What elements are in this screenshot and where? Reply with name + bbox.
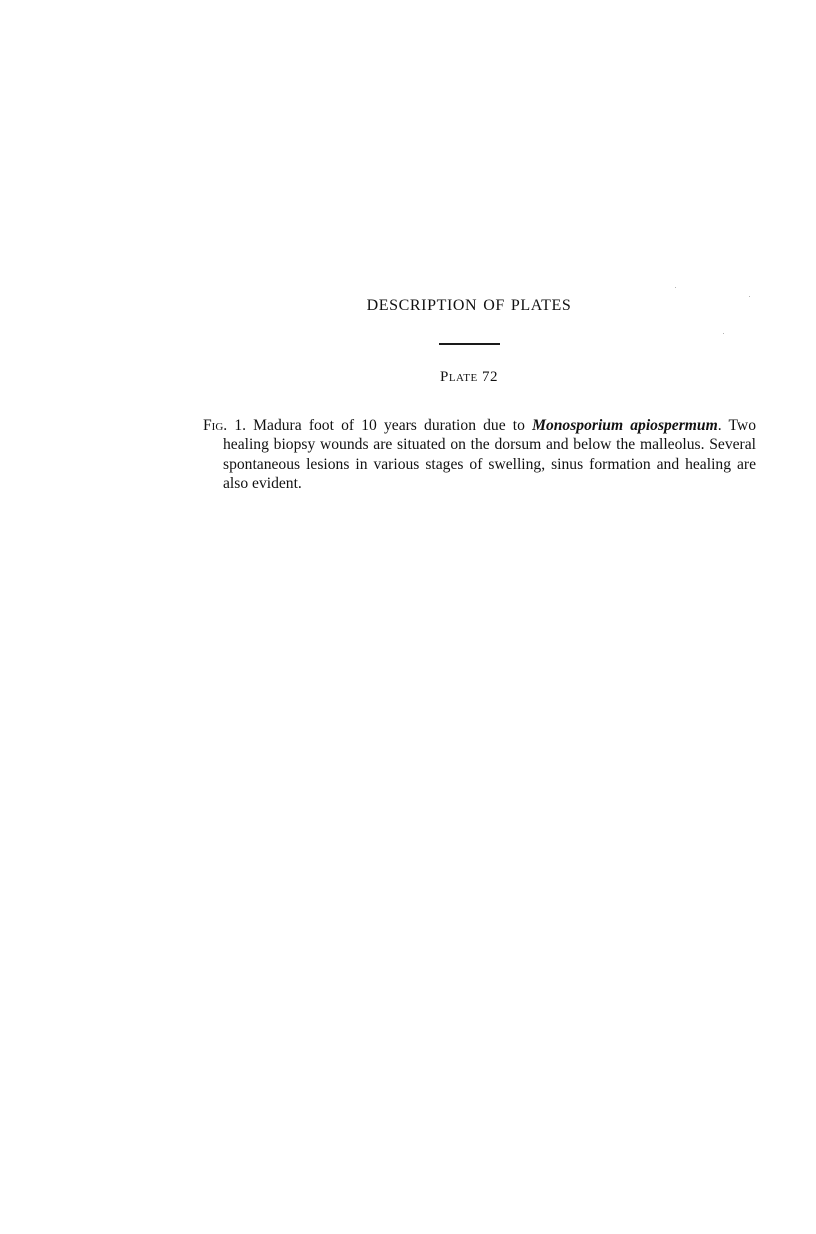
scan-speck bbox=[749, 296, 750, 297]
caption-text: Madura foot of 10 years duration due to bbox=[246, 416, 533, 434]
heading-word: DESCRIPTION bbox=[366, 297, 478, 314]
plate-label: Plate 72 bbox=[440, 369, 498, 385]
figure-caption bbox=[203, 416, 756, 494]
figure-label: Fig. 1. bbox=[203, 416, 247, 434]
species-name: Monosporium apiospermum bbox=[532, 416, 718, 434]
section-heading bbox=[0, 297, 816, 315]
scan-speck bbox=[675, 287, 676, 288]
heading-word: PLATES bbox=[510, 297, 572, 314]
caption-text: . Two healing biopsy wounds are situated on the dorsum and below the malleolus. Several spontaneous lesions in various stages of swelling, sinus formation and healing are also evident. bbox=[223, 416, 756, 493]
heading-divider bbox=[439, 343, 500, 345]
heading-word: OF bbox=[483, 297, 505, 314]
scan-speck bbox=[723, 333, 724, 334]
